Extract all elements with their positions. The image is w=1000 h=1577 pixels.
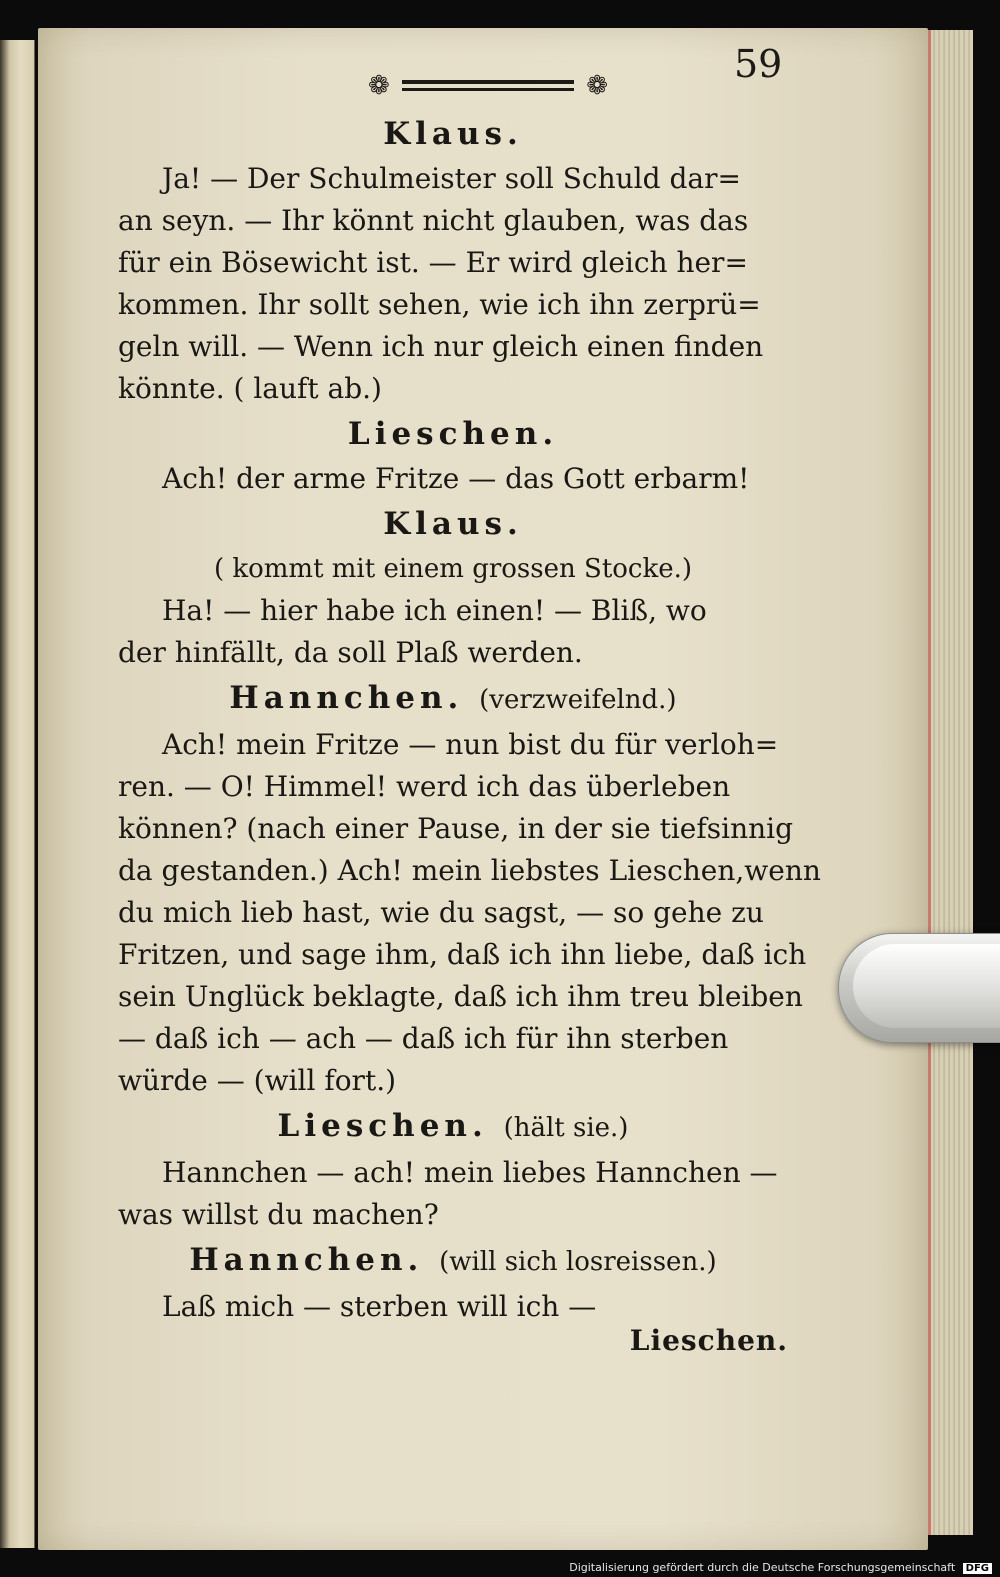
speaker-heading-row	[118, 1102, 788, 1152]
text-line: Laß mich — sterben will ich —	[162, 1290, 597, 1323]
text-line: du mich lieb hast, wie du sagst, — so gehe zu	[118, 896, 764, 929]
text-line: sein Unglück beklagte, daß ich ihm treu bleiben	[118, 980, 803, 1013]
ornament-rule	[402, 88, 574, 91]
ornament-rule	[402, 80, 574, 84]
page-text	[118, 110, 821, 1362]
text-line: an seyn. — Ihr könnt nicht glauben, was das	[118, 204, 749, 237]
speaker-heading: Hannchen.	[229, 680, 464, 716]
text-line: ren. — O! Himmel! werd ich das überleben	[118, 770, 731, 803]
flower-ornament-icon: ❁	[586, 71, 608, 101]
header-ornament	[368, 72, 608, 100]
text-line: Ach! mein Fritze — nun bist du für verloh=	[162, 728, 779, 761]
credit-text: Digitalisierung gefördert durch die Deutsche Forschungsgemeinschaft	[569, 1561, 956, 1574]
text-line: der hinfällt, da soll Plaß werden.	[118, 636, 583, 669]
speaker-heading: Klaus.	[383, 506, 523, 542]
text-line: für ein Bösewicht ist. — Er wird gleich her=	[118, 246, 748, 279]
stage-direction: (verzweifelnd.)	[479, 685, 677, 715]
speaker-heading: Lieschen.	[277, 1108, 488, 1144]
text-line: Ha! — hier habe ich einen! — Bliß, wo	[162, 594, 707, 627]
speaker-heading: Klaus.	[383, 116, 523, 152]
flower-ornament-icon: ❁	[368, 71, 390, 101]
stage-direction: (hält sie.)	[503, 1113, 629, 1143]
page-number: 59	[734, 42, 783, 86]
speaker-heading-row	[118, 1236, 788, 1286]
speaker-heading: Lieschen.	[347, 416, 559, 452]
digitization-credit	[569, 1561, 992, 1574]
text-line: Hannchen — ach! mein liebes Hannchen —	[162, 1156, 778, 1189]
text-line: kommen. Ihr sollt sehen, wie ich ihn zerprü=	[118, 288, 761, 321]
text-line: was willst du machen?	[118, 1198, 439, 1231]
text-line: Fritzen, und sage ihm, daß ich ihn liebe, daß ich	[118, 938, 807, 971]
stage-direction: ( kommt mit einem grossen Stocke.)	[213, 554, 693, 584]
text-line: können? (nach einer Pause, in der sie tiefsinnig	[118, 812, 794, 845]
text-line: da gestanden.) Ach! mein liebstes Lieschen,wenn	[118, 854, 821, 887]
stage-direction: (will sich losreissen.)	[439, 1247, 717, 1277]
speaker-heading: Hannchen.	[189, 1242, 424, 1278]
adjacent-page-edge	[0, 40, 35, 1548]
book-clip	[838, 933, 1000, 1043]
dfg-logo: DFG	[963, 1563, 992, 1574]
text-line: Ach! der arme Fritze — das Gott erbarm!	[162, 462, 750, 495]
text-line: würde — (will fort.)	[118, 1064, 397, 1097]
speaker-heading-row	[118, 674, 788, 724]
page-stack-edges	[928, 30, 973, 1535]
text-line: geln will. — Wenn ich nur gleich einen finden	[118, 330, 764, 363]
text-line: — daß ich — ach — daß ich für ihn sterben	[118, 1022, 729, 1055]
catchword: Lieschen.	[629, 1324, 788, 1357]
text-line: könnte. ( lauft ab.)	[118, 372, 382, 405]
text-line: Ja! — Der Schulmeister soll Schuld dar=	[162, 162, 741, 195]
